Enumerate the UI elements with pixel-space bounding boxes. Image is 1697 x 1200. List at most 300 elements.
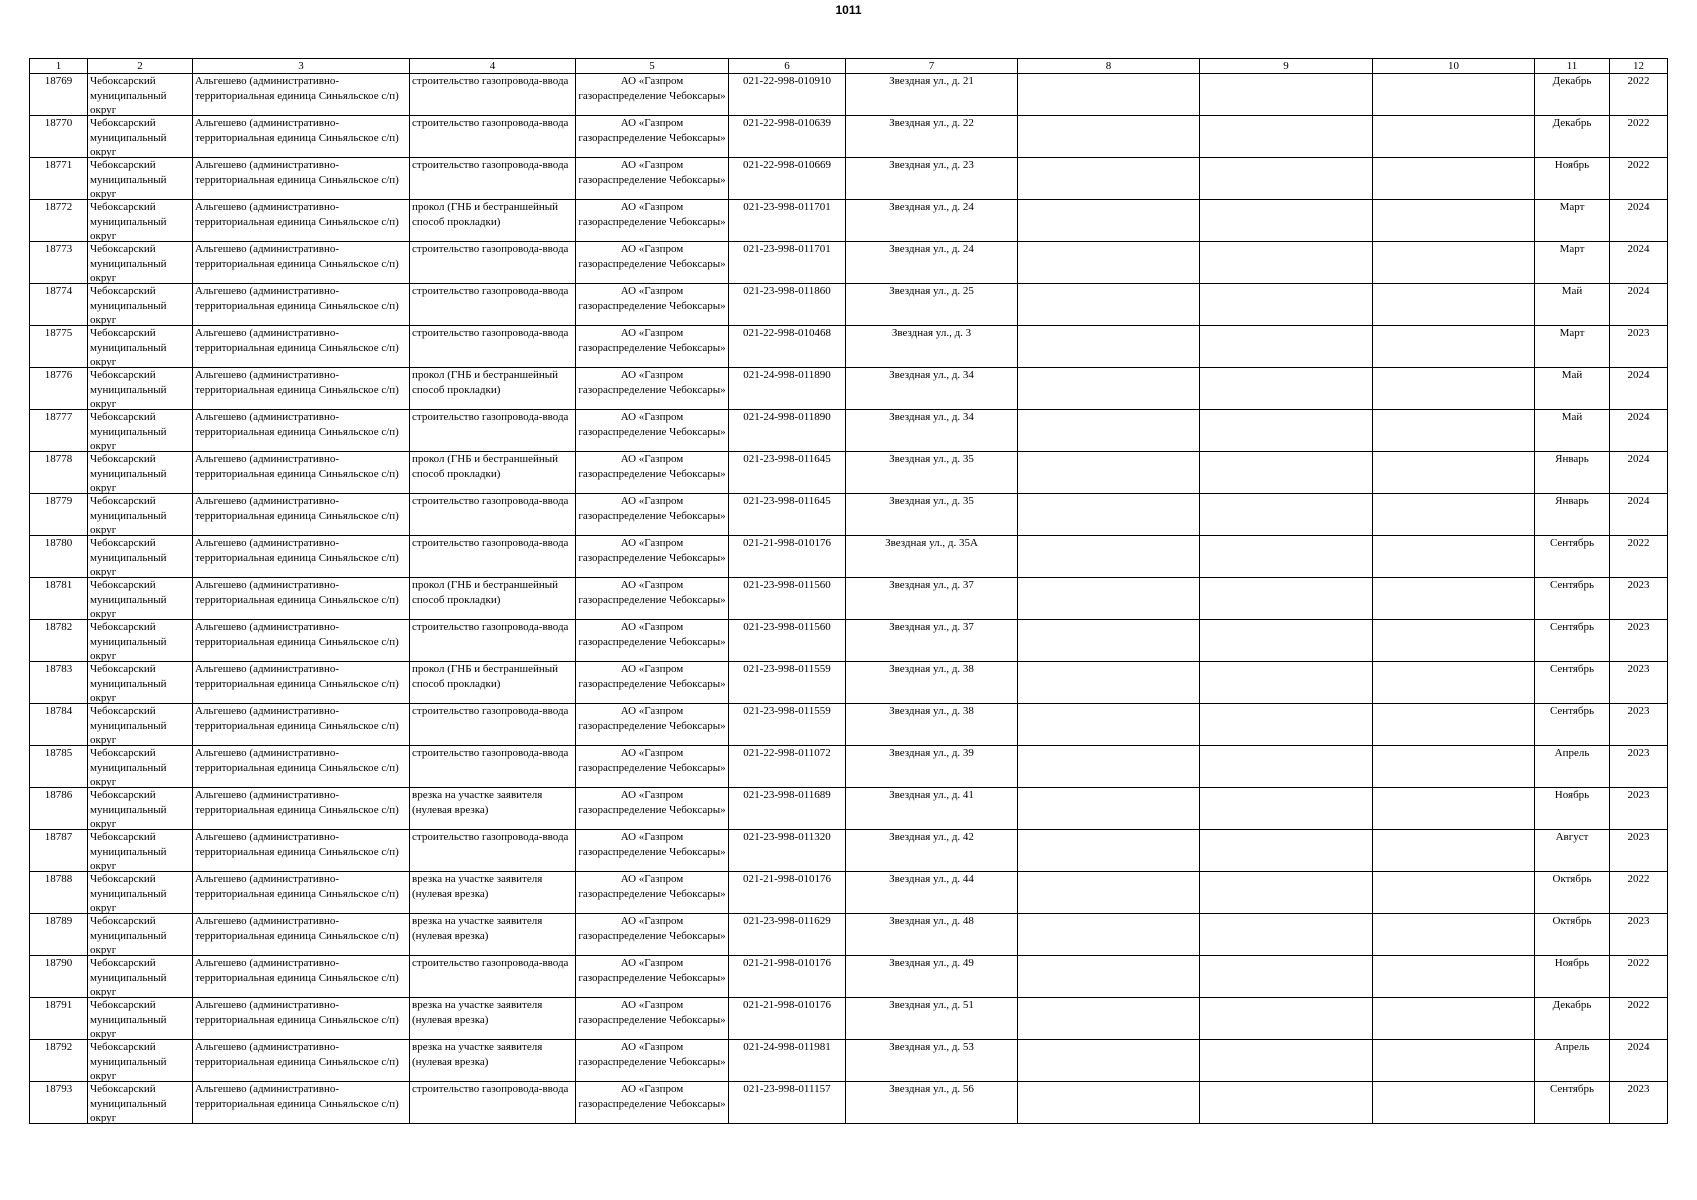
column-8-cell bbox=[1018, 116, 1200, 158]
district-cell bbox=[88, 536, 193, 578]
code-cell-text: 021-21-998-010176 bbox=[743, 537, 831, 549]
column-9-cell-text bbox=[1202, 914, 1370, 955]
column-9-cell bbox=[1200, 956, 1373, 998]
district-cell bbox=[88, 242, 193, 284]
column-9-cell-text bbox=[1202, 620, 1370, 661]
row-number-text: 18776 bbox=[44, 369, 73, 381]
table-row bbox=[30, 620, 1668, 662]
district-cell bbox=[88, 1082, 193, 1124]
work-type-cell-text: строительство газопровода-ввода bbox=[412, 621, 569, 633]
code-cell-text: 021-22-998-011072 bbox=[743, 747, 831, 759]
year-cell bbox=[1610, 914, 1668, 956]
work-type-cell-text: врезка на участке заявителя (нулевая врезка) bbox=[412, 999, 543, 1026]
month-cell-text: Сентябрь bbox=[1549, 1083, 1595, 1095]
row-number-text: 18789 bbox=[44, 915, 73, 927]
year-cell-text: 2022 bbox=[1627, 117, 1650, 129]
district-cell bbox=[88, 452, 193, 494]
year-cell-text: 2022 bbox=[1627, 873, 1650, 885]
code-cell bbox=[729, 788, 846, 830]
code-cell bbox=[729, 200, 846, 242]
column-8-cell bbox=[1018, 620, 1200, 662]
month-cell bbox=[1535, 830, 1610, 872]
column-10-cell bbox=[1373, 830, 1535, 872]
settlement-cell-text: Альгешево (административно-территориальная единица Синьяльское с/п) bbox=[195, 789, 399, 816]
organization-cell-text: АО «Газпром газораспределение Чебоксары» bbox=[578, 327, 726, 354]
address-cell bbox=[846, 116, 1018, 158]
work-type-cell bbox=[410, 620, 576, 662]
year-cell-text: 2022 bbox=[1627, 957, 1650, 969]
settlement-cell bbox=[193, 368, 410, 410]
year-cell-text: 2023 bbox=[1627, 789, 1650, 801]
column-10-cell bbox=[1373, 284, 1535, 326]
code-cell-text: 021-23-998-011157 bbox=[743, 1083, 831, 1095]
month-cell-text: Март bbox=[1559, 243, 1585, 255]
address-cell bbox=[846, 536, 1018, 578]
code-cell bbox=[729, 914, 846, 956]
settlement-cell-text: Альгешево (административно-территориальная единица Синьяльское с/п) bbox=[195, 579, 399, 606]
month-cell bbox=[1535, 662, 1610, 704]
district-cell-text: Чебоксарский муниципальный округ bbox=[90, 957, 167, 997]
row-number bbox=[30, 200, 88, 242]
column-header-11: 11 bbox=[1535, 59, 1610, 74]
settlement-cell bbox=[193, 536, 410, 578]
address-cell bbox=[846, 200, 1018, 242]
column-10-cell bbox=[1373, 452, 1535, 494]
year-cell-text: 2023 bbox=[1627, 747, 1650, 759]
column-8-cell bbox=[1018, 914, 1200, 956]
work-type-cell-text: строительство газопровода-ввода bbox=[412, 747, 569, 759]
column-10-cell-text bbox=[1375, 1040, 1532, 1081]
column-10-cell-text bbox=[1375, 578, 1532, 619]
month-cell bbox=[1535, 872, 1610, 914]
work-type-cell-text: строительство газопровода-ввода bbox=[412, 495, 569, 507]
year-cell-text: 2024 bbox=[1627, 411, 1650, 423]
column-8-cell-text bbox=[1020, 536, 1197, 577]
work-type-cell bbox=[410, 788, 576, 830]
column-9-cell-text bbox=[1202, 116, 1370, 157]
column-9-cell-text bbox=[1202, 74, 1370, 115]
address-cell bbox=[846, 74, 1018, 116]
column-10-cell bbox=[1373, 1040, 1535, 1082]
column-9-cell bbox=[1200, 242, 1373, 284]
column-8-cell bbox=[1018, 368, 1200, 410]
code-cell-text: 021-23-998-011645 bbox=[743, 495, 831, 507]
year-cell-text: 2024 bbox=[1627, 369, 1650, 381]
address-cell-text: Звездная ул., д. 24 bbox=[889, 243, 974, 255]
column-9-cell bbox=[1200, 116, 1373, 158]
address-cell bbox=[846, 956, 1018, 998]
column-header-12: 12 bbox=[1610, 59, 1668, 74]
table-row bbox=[30, 788, 1668, 830]
table-row bbox=[30, 158, 1668, 200]
address-cell-text: Звездная ул., д. 35 bbox=[889, 453, 974, 465]
settlement-cell-text: Альгешево (административно-территориальная единица Синьяльское с/п) bbox=[195, 75, 399, 102]
column-10-cell-text bbox=[1375, 200, 1532, 241]
column-8-cell-text bbox=[1020, 872, 1197, 913]
year-cell bbox=[1610, 74, 1668, 116]
address-cell bbox=[846, 662, 1018, 704]
column-header-6: 6 bbox=[729, 59, 846, 74]
district-cell-text: Чебоксарский муниципальный округ bbox=[90, 873, 167, 913]
settlement-cell-text: Альгешево (административно-территориальная единица Синьяльское с/п) bbox=[195, 873, 399, 900]
address-cell bbox=[846, 578, 1018, 620]
month-cell-text: Декабрь bbox=[1552, 75, 1592, 87]
column-10-cell bbox=[1373, 158, 1535, 200]
address-cell-text: Звездная ул., д. 41 bbox=[889, 789, 974, 801]
column-9-cell bbox=[1200, 284, 1373, 326]
column-9-cell-text bbox=[1202, 746, 1370, 787]
table-row bbox=[30, 956, 1668, 998]
month-cell bbox=[1535, 200, 1610, 242]
work-type-cell-text: прокол (ГНБ и бестраншейный способ прокладки) bbox=[412, 369, 559, 396]
district-cell bbox=[88, 872, 193, 914]
organization-cell-text: АО «Газпром газораспределение Чебоксары» bbox=[578, 285, 726, 312]
year-cell-text: 2022 bbox=[1627, 75, 1650, 87]
work-type-cell bbox=[410, 998, 576, 1040]
column-8-cell bbox=[1018, 74, 1200, 116]
row-number bbox=[30, 956, 88, 998]
settlement-cell bbox=[193, 830, 410, 872]
row-number-text: 18769 bbox=[44, 75, 73, 87]
work-type-cell bbox=[410, 200, 576, 242]
table-row bbox=[30, 998, 1668, 1040]
organization-cell bbox=[576, 368, 729, 410]
work-type-cell bbox=[410, 494, 576, 536]
column-10-cell bbox=[1373, 998, 1535, 1040]
district-cell-text: Чебоксарский муниципальный округ bbox=[90, 579, 167, 619]
work-type-cell bbox=[410, 578, 576, 620]
code-cell-text: 021-22-998-010669 bbox=[743, 159, 831, 171]
district-cell-text: Чебоксарский муниципальный округ bbox=[90, 747, 167, 787]
row-number bbox=[30, 410, 88, 452]
settlement-cell bbox=[193, 200, 410, 242]
year-cell bbox=[1610, 242, 1668, 284]
column-9-cell bbox=[1200, 872, 1373, 914]
organization-cell-text: АО «Газпром газораспределение Чебоксары» bbox=[578, 75, 726, 102]
work-type-cell bbox=[410, 116, 576, 158]
column-header-8: 8 bbox=[1018, 59, 1200, 74]
table-row bbox=[30, 368, 1668, 410]
address-cell bbox=[846, 494, 1018, 536]
organization-cell-text: АО «Газпром газораспределение Чебоксары» bbox=[578, 873, 726, 900]
row-number-text: 18787 bbox=[44, 831, 73, 843]
month-cell-text: Январь bbox=[1555, 453, 1589, 465]
column-8-cell bbox=[1018, 578, 1200, 620]
district-cell bbox=[88, 1040, 193, 1082]
column-8-cell-text bbox=[1020, 452, 1197, 493]
year-cell bbox=[1610, 578, 1668, 620]
table-row bbox=[30, 284, 1668, 326]
month-cell bbox=[1535, 746, 1610, 788]
year-cell-text: 2024 bbox=[1627, 453, 1650, 465]
table-row bbox=[30, 830, 1668, 872]
code-cell-text: 021-23-998-011701 bbox=[743, 243, 831, 255]
month-cell-text: Ноябрь bbox=[1554, 159, 1590, 171]
code-cell-text: 021-23-998-011560 bbox=[743, 579, 831, 591]
code-cell bbox=[729, 536, 846, 578]
column-10-cell-text bbox=[1375, 620, 1532, 661]
work-type-cell bbox=[410, 956, 576, 998]
settlement-cell bbox=[193, 956, 410, 998]
settlement-cell-text: Альгешево (административно-территориальная единица Синьяльское с/п) bbox=[195, 411, 399, 438]
header-row bbox=[30, 59, 1668, 74]
address-cell bbox=[846, 158, 1018, 200]
code-cell bbox=[729, 578, 846, 620]
column-9-cell-text bbox=[1202, 452, 1370, 493]
work-type-cell-text: врезка на участке заявителя (нулевая врезка) bbox=[412, 1041, 543, 1068]
organization-cell-text: АО «Газпром газораспределение Чебоксары» bbox=[578, 411, 726, 438]
organization-cell bbox=[576, 1040, 729, 1082]
column-10-cell-text bbox=[1375, 158, 1532, 199]
code-cell bbox=[729, 368, 846, 410]
column-8-cell bbox=[1018, 200, 1200, 242]
column-9-cell bbox=[1200, 74, 1373, 116]
work-type-cell-text: прокол (ГНБ и бестраншейный способ прокладки) bbox=[412, 201, 559, 228]
settlement-cell bbox=[193, 704, 410, 746]
settlement-cell-text: Альгешево (административно-территориальная единица Синьяльское с/п) bbox=[195, 285, 399, 312]
row-number-text: 18786 bbox=[44, 789, 73, 801]
address-cell bbox=[846, 410, 1018, 452]
organization-cell-text: АО «Газпром газораспределение Чебоксары» bbox=[578, 117, 726, 144]
work-type-cell-text: строительство газопровода-ввода bbox=[412, 1083, 569, 1095]
column-10-cell bbox=[1373, 578, 1535, 620]
column-10-cell bbox=[1373, 746, 1535, 788]
address-cell-text: Звездная ул., д. 35А bbox=[885, 537, 978, 549]
code-cell bbox=[729, 872, 846, 914]
column-10-cell-text bbox=[1375, 872, 1532, 913]
month-cell-text: Декабрь bbox=[1552, 117, 1592, 129]
row-number bbox=[30, 662, 88, 704]
column-9-cell-text bbox=[1202, 956, 1370, 997]
code-cell bbox=[729, 326, 846, 368]
column-8-cell bbox=[1018, 998, 1200, 1040]
work-type-cell bbox=[410, 914, 576, 956]
settlement-cell-text: Альгешево (административно-территориальная единица Синьяльское с/п) bbox=[195, 747, 399, 774]
address-cell bbox=[846, 620, 1018, 662]
column-8-cell bbox=[1018, 536, 1200, 578]
code-cell bbox=[729, 746, 846, 788]
row-number-text: 18772 bbox=[44, 201, 73, 213]
organization-cell bbox=[576, 998, 729, 1040]
column-10-cell bbox=[1373, 242, 1535, 284]
settlement-cell bbox=[193, 620, 410, 662]
column-9-cell bbox=[1200, 914, 1373, 956]
district-cell bbox=[88, 158, 193, 200]
code-cell bbox=[729, 116, 846, 158]
settlement-cell-text: Альгешево (административно-территориальная единица Синьяльское с/п) bbox=[195, 369, 399, 396]
year-cell bbox=[1610, 410, 1668, 452]
column-10-cell-text bbox=[1375, 410, 1532, 451]
code-cell bbox=[729, 1040, 846, 1082]
district-cell bbox=[88, 200, 193, 242]
organization-cell bbox=[576, 956, 729, 998]
organization-cell-text: АО «Газпром газораспределение Чебоксары» bbox=[578, 747, 726, 774]
code-cell-text: 021-23-998-011860 bbox=[743, 285, 831, 297]
column-10-cell-text bbox=[1375, 368, 1532, 409]
organization-cell-text: АО «Газпром газораспределение Чебоксары» bbox=[578, 201, 726, 228]
address-cell-text: Звездная ул., д. 22 bbox=[889, 117, 974, 129]
district-cell bbox=[88, 914, 193, 956]
code-cell bbox=[729, 830, 846, 872]
district-cell-text: Чебоксарский муниципальный округ bbox=[90, 1041, 167, 1081]
column-header-10: 10 bbox=[1373, 59, 1535, 74]
row-number-text: 18793 bbox=[44, 1083, 73, 1095]
column-10-cell bbox=[1373, 536, 1535, 578]
address-cell-text: Звездная ул., д. 44 bbox=[889, 873, 974, 885]
settlement-cell bbox=[193, 1082, 410, 1124]
organization-cell bbox=[576, 830, 729, 872]
column-9-cell bbox=[1200, 326, 1373, 368]
row-number bbox=[30, 578, 88, 620]
address-cell bbox=[846, 788, 1018, 830]
table-row bbox=[30, 116, 1668, 158]
year-cell-text: 2024 bbox=[1627, 285, 1650, 297]
work-type-cell bbox=[410, 830, 576, 872]
code-cell-text: 021-21-998-010176 bbox=[743, 999, 831, 1011]
row-number bbox=[30, 284, 88, 326]
column-header-3: 3 bbox=[193, 59, 410, 74]
row-number bbox=[30, 872, 88, 914]
year-cell bbox=[1610, 1082, 1668, 1124]
organization-cell-text: АО «Газпром газораспределение Чебоксары» bbox=[578, 915, 726, 942]
settlement-cell bbox=[193, 998, 410, 1040]
column-8-cell-text bbox=[1020, 326, 1197, 367]
work-type-cell bbox=[410, 1040, 576, 1082]
district-cell-text: Чебоксарский муниципальный округ bbox=[90, 159, 167, 199]
work-type-cell bbox=[410, 1082, 576, 1124]
table-row bbox=[30, 242, 1668, 284]
year-cell bbox=[1610, 368, 1668, 410]
code-cell bbox=[729, 704, 846, 746]
work-type-cell-text: строительство газопровода-ввода bbox=[412, 327, 569, 339]
work-type-cell bbox=[410, 704, 576, 746]
row-number-text: 18781 bbox=[44, 579, 73, 591]
column-9-cell-text bbox=[1202, 1040, 1370, 1081]
settlement-cell-text: Альгешево (административно-территориальная единица Синьяльское с/п) bbox=[195, 1041, 399, 1068]
organization-cell bbox=[576, 872, 729, 914]
work-type-cell-text: строительство газопровода-ввода bbox=[412, 957, 569, 969]
column-8-cell-text bbox=[1020, 116, 1197, 157]
address-cell-text: Звездная ул., д. 42 bbox=[889, 831, 974, 843]
column-10-cell bbox=[1373, 326, 1535, 368]
column-10-cell-text bbox=[1375, 242, 1532, 283]
column-8-cell-text bbox=[1020, 578, 1197, 619]
work-type-cell-text: строительство газопровода-ввода bbox=[412, 75, 569, 87]
column-10-cell-text bbox=[1375, 452, 1532, 493]
year-cell-text: 2023 bbox=[1627, 621, 1650, 633]
column-8-cell-text bbox=[1020, 914, 1197, 955]
table-row bbox=[30, 536, 1668, 578]
month-cell-text: Май bbox=[1561, 411, 1583, 423]
settlement-cell-text: Альгешево (административно-территориальная единица Синьяльское с/п) bbox=[195, 705, 399, 732]
month-cell bbox=[1535, 452, 1610, 494]
organization-cell bbox=[576, 578, 729, 620]
address-cell-text: Звездная ул., д. 48 bbox=[889, 915, 974, 927]
table-row bbox=[30, 662, 1668, 704]
column-8-cell bbox=[1018, 326, 1200, 368]
year-cell bbox=[1610, 662, 1668, 704]
code-cell-text: 021-23-998-011689 bbox=[743, 789, 831, 801]
row-number-text: 18774 bbox=[44, 285, 73, 297]
address-cell-text: Звездная ул., д. 21 bbox=[889, 75, 974, 87]
column-9-cell-text bbox=[1202, 662, 1370, 703]
month-cell bbox=[1535, 1082, 1610, 1124]
column-8-cell-text bbox=[1020, 830, 1197, 871]
column-header-4: 4 bbox=[410, 59, 576, 74]
column-9-cell-text bbox=[1202, 326, 1370, 367]
district-cell-text: Чебоксарский муниципальный округ bbox=[90, 243, 167, 283]
district-cell-text: Чебоксарский муниципальный округ bbox=[90, 285, 167, 325]
district-cell bbox=[88, 998, 193, 1040]
column-10-cell bbox=[1373, 620, 1535, 662]
address-cell bbox=[846, 998, 1018, 1040]
month-cell-text: Сентябрь bbox=[1549, 579, 1595, 591]
column-header-5: 5 bbox=[576, 59, 729, 74]
column-header-1: 1 bbox=[30, 59, 88, 74]
column-9-cell bbox=[1200, 494, 1373, 536]
code-cell bbox=[729, 242, 846, 284]
column-9-cell bbox=[1200, 200, 1373, 242]
district-cell bbox=[88, 830, 193, 872]
work-type-cell-text: строительство газопровода-ввода bbox=[412, 411, 569, 423]
district-cell-text: Чебоксарский муниципальный округ bbox=[90, 327, 167, 367]
address-cell-text: Звездная ул., д. 3 bbox=[891, 327, 972, 339]
column-9-cell-text bbox=[1202, 242, 1370, 283]
column-9-cell-text bbox=[1202, 158, 1370, 199]
work-type-cell bbox=[410, 326, 576, 368]
address-cell-text: Звездная ул., д. 35 bbox=[889, 495, 974, 507]
column-header-2: 2 bbox=[88, 59, 193, 74]
month-cell bbox=[1535, 788, 1610, 830]
column-10-cell bbox=[1373, 410, 1535, 452]
column-10-cell bbox=[1373, 1082, 1535, 1124]
month-cell bbox=[1535, 242, 1610, 284]
settlement-cell bbox=[193, 494, 410, 536]
column-8-cell bbox=[1018, 410, 1200, 452]
settlement-cell bbox=[193, 242, 410, 284]
district-cell-text: Чебоксарский муниципальный округ bbox=[90, 117, 167, 157]
column-9-cell-text bbox=[1202, 536, 1370, 577]
address-cell bbox=[846, 830, 1018, 872]
district-cell bbox=[88, 494, 193, 536]
column-8-cell-text bbox=[1020, 494, 1197, 535]
column-9-cell bbox=[1200, 746, 1373, 788]
organization-cell-text: АО «Газпром газораспределение Чебоксары» bbox=[578, 999, 726, 1026]
row-number-text: 18784 bbox=[44, 705, 73, 717]
row-number bbox=[30, 74, 88, 116]
year-cell-text: 2022 bbox=[1627, 537, 1650, 549]
column-8-cell-text bbox=[1020, 74, 1197, 115]
month-cell-text: Ноябрь bbox=[1554, 957, 1590, 969]
work-type-cell-text: строительство газопровода-ввода bbox=[412, 159, 569, 171]
row-number bbox=[30, 746, 88, 788]
month-cell-text: Ноябрь bbox=[1554, 789, 1590, 801]
row-number-text: 18788 bbox=[44, 873, 73, 885]
table-row bbox=[30, 1082, 1668, 1124]
column-9-cell-text bbox=[1202, 998, 1370, 1039]
district-cell-text: Чебоксарский муниципальный округ bbox=[90, 1083, 167, 1123]
table-body bbox=[30, 74, 1668, 1124]
row-number-text: 18792 bbox=[44, 1041, 73, 1053]
work-type-cell bbox=[410, 284, 576, 326]
column-8-cell-text bbox=[1020, 788, 1197, 829]
address-cell-text: Звездная ул., д. 51 bbox=[889, 999, 974, 1011]
row-number bbox=[30, 998, 88, 1040]
year-cell bbox=[1610, 452, 1668, 494]
settlement-cell bbox=[193, 74, 410, 116]
district-cell bbox=[88, 116, 193, 158]
organization-cell bbox=[576, 452, 729, 494]
